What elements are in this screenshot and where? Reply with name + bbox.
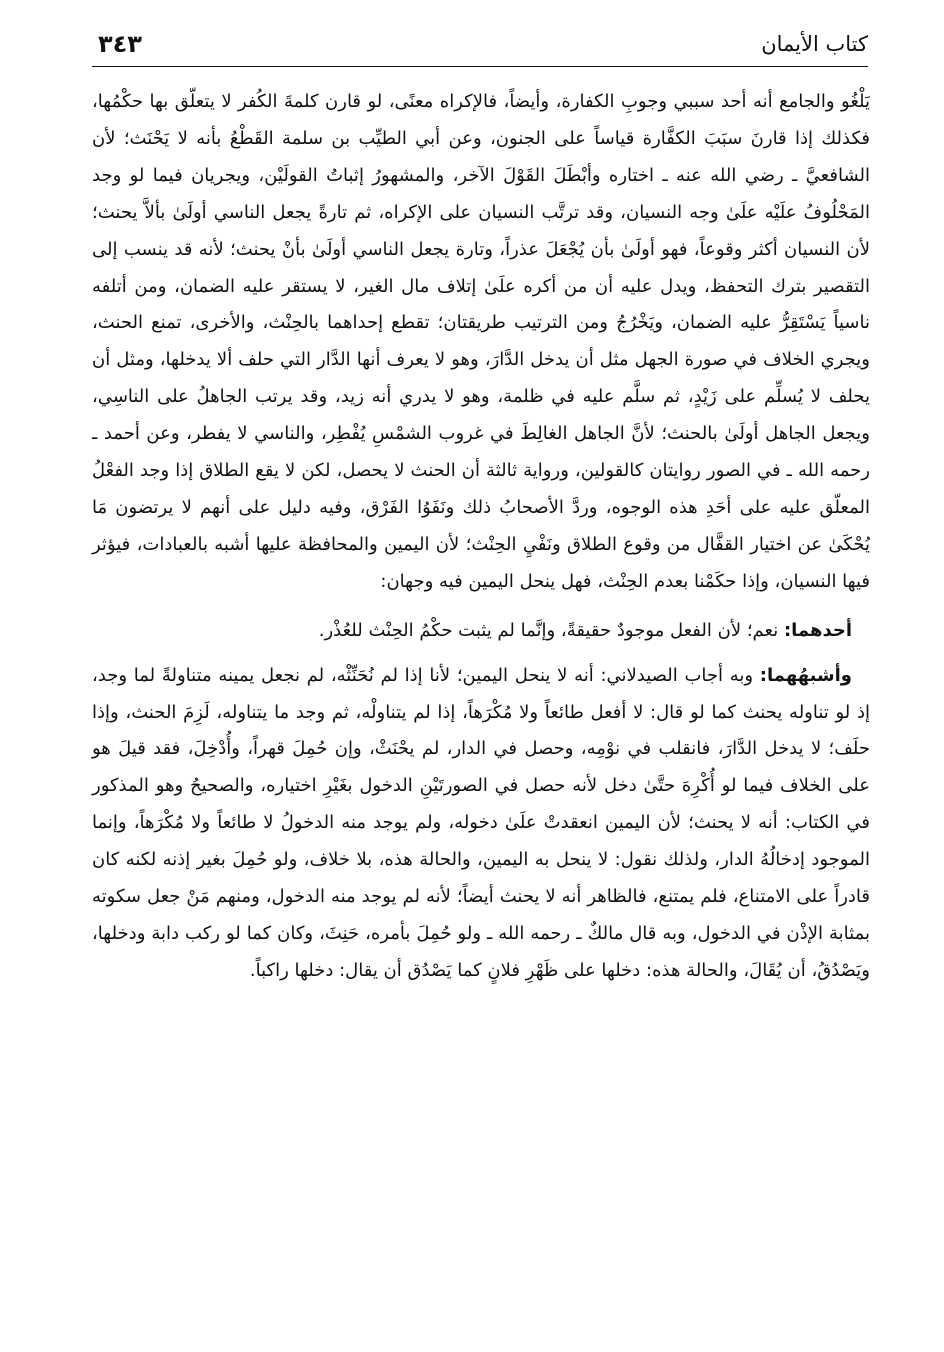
running-title: كتاب الأيمان	[761, 32, 868, 56]
first-opinion-text: نعم؛ لأن الفعل موجودٌ حقيقةً، وإنَّما لم يثبت حكْمُ الحِنْث للعُذْر.	[318, 619, 779, 641]
body-text	[92, 84, 870, 990]
main-paragraph: يَلْغُو والجامع أنه أحد سببي وجوبِ الكفارة، وأيضاً، فالإكراه معنًى، لو قارن كلمةَ الكُفر لا يتعلّق بها حكْمُها، فكذلك إذا قارنَ سبَبَ الكفَّارة قياساً على الجنون، وعن أبي الطيِّب بن سلمة القَطْعُ بأنه لا يَحْنَث؛ لأن الشافعيَّ ـ رضي الله عنه ـ اختاره وأبْطَلَ القَوْلَ الآخر، والمشهورُ إثباتُ القولَيْن، ويجريان فيما لو وجد المَحْلُوفُ علَيْه علَىٰ وجه النسيان، وقد ترتَّب النسيان على الإكراه، ثم تارةً يجعل الناسي أولَىٰ بألاَّ يحنث؛ لأن النسيان أكثر وقوعاً، فهو أولَىٰ بأن يُجْعَلَ عذراً، وتارة يجعل الناسي أولَىٰ بأنْ يحنث؛ لأنه قد ينسب إلى التقصير بترك التحفظ، ويدل عليه أن من أكره علَىٰ إتلاف مال الغير، لا يستقر عليه الضمان، ومن أتلفه ناسياً يَسْتَقِرُّ عليه الضمان، ويَخْرُجُ ومن الترتيب طريقتان؛ تقطع إحداهما بالحِنْث، والأخرى، تمنع الحنث، ويجري الخلاف في صورة الجهل مثل أن يدخل الدَّارَ، وهو لا يعرف أنها الدَّار التي حلف ألا يدخلها، ومثل أن يحلف لا يُسلِّم على زَيْدٍ، ثم سلَّم عليه في ظلمة، وهو لا يدري أنه زيد، وقد يرتب الجاهلُ على الناسِي، ويجعل الجاهل أولَىٰ بالحنث؛ لأنَّ الجاهل الغالِطَ في غروب الشمْسِ يُفْطِر، والناسي لا يفطر، وعن أحمد ـ رحمه الله ـ في الصور روايتان كالقولين، ورواية ثالثة أن الحنث لا يحصل، لكن لا يقع الطلاق إذا وجد الفعْلُ المعلّق عليه على أحَدِ هذه الوجوه، وردَّ الأصحابُ ذلك ونَفَوُا الفَرْق، وفيه دليل على أنهم لا يرتضون مَا يُحْكَىٰ عن اختيار القفَّال من وقوع الطلاق ونَفْيِ الحِنْث؛ لأن اليمين والمحافظة عليها أشبه بالعبادات، فيؤثر فيها النسيان، وإذا حكَمْنا بعدم الحِنْث، فهل ينحل اليمين فيه وجهان:	[92, 91, 870, 592]
first-opinion-label: أحدهما:	[783, 619, 852, 641]
page-header	[92, 28, 868, 68]
second-opinion-paragraph	[92, 658, 870, 990]
header-divider	[92, 66, 868, 67]
page-number: ٣٤٣	[98, 30, 142, 58]
first-opinion-paragraph	[92, 613, 870, 650]
second-opinion-text: وبه أجاب الصيدلاني: أنه لا ينحل اليمين؛ لأنا إذا لم نُحَنِّثْه، لم نجعل يمينه متناولةً لما وجد، إذ لو تناوله يحنث كما لو قال: لا أفعل طائعاً ولا مُكْرَهاً، إذا لم يتناولْه، ثم وجد ما يتناوله، لَزِمَ الحنث، وإذا حلَف؛ لا يدخل الدَّارَ، فانقلب في نوْمِه، وحصل في الدار، لم يحْنَثْ، وإن حُمِلَ قهراً، وأُدْخِلَ، فقد قيلَ هو على الخلاف فيما لو أُكْرِهَ حتَّىٰ دخل لأنه حصل في الصورتَيْنِ الدخول بغَيْرِ اختياره، والصحيحُ وهو المذكور في الكتاب: أنه لا يحنث؛ لأن اليمين انعقدتْ علَىٰ دخوله، ولم يوجد منه الدخولُ لا طائعاً ولا مُكْرَهاً، وإنما الموجود إدخالُهُ الدار، ولذلك نقول: لا ينحل به اليمين، والحالة هذه، بلا خلاف، ولو حُمِلَ بغير إذنه لكنه كان قادراً على الامتناع، فلم يمتنع، فالظاهر أنه لا يحنث أيضاً؛ لأنه لم يوجد منه الدخول، ومنهم مَنْ جعل سكوته بمثابة الإذْن في الدخول، وبه قال مالكٌ ـ رحمه الله ـ ولو حُمِلَ بأمره، حَنِثَ، وكان كما لو ركب دابة ودخلها، ويَصْدُقُ، أن يُقَالَ، والحالة هذه: دخلها على ظَهْرِ فلانٍ كما يَصْدُق أن يقال: دخلها راكباً.	[92, 664, 870, 981]
second-opinion-label: وأشبهُهما:	[759, 664, 852, 686]
